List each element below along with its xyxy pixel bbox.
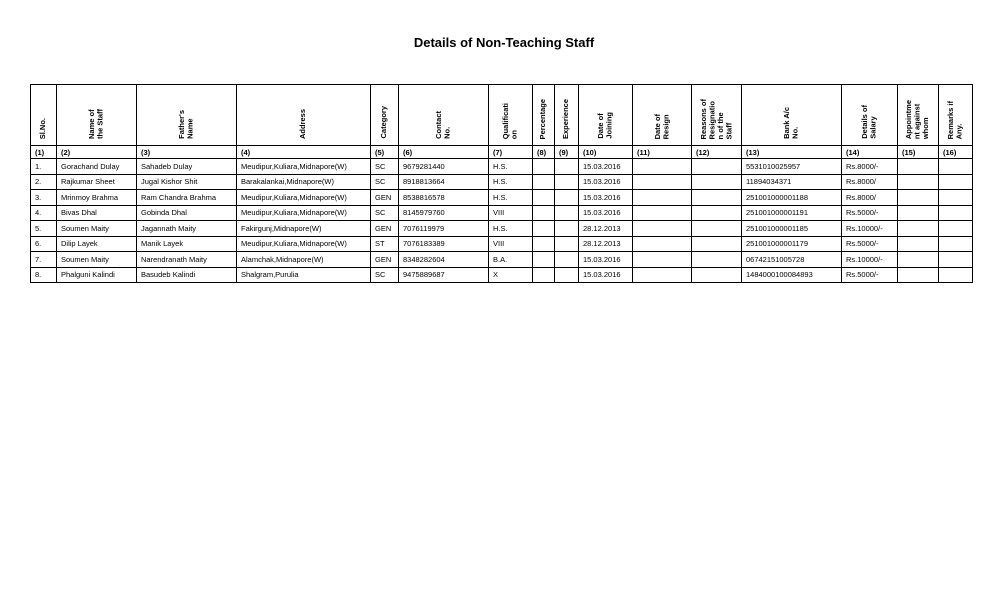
table-cell: Gobinda Dhal (137, 205, 237, 221)
column-header (742, 85, 842, 146)
column-number: (10) (579, 146, 633, 159)
table-cell (633, 236, 692, 252)
table-cell: Dilip Layek (57, 236, 137, 252)
table-cell (533, 174, 555, 190)
table-row (31, 190, 973, 206)
table-cell (939, 236, 973, 252)
table-cell (692, 174, 742, 190)
table-cell: Rajkumar Sheet (57, 174, 137, 190)
table-cell (939, 159, 973, 175)
column-header (692, 85, 742, 146)
table-cell: 8918813664 (399, 174, 489, 190)
column-header-label: Percentage (538, 98, 548, 139)
table-cell (555, 174, 579, 190)
table-cell: 15.03.2016 (579, 252, 633, 268)
table-cell: GEN (371, 190, 399, 206)
column-header-label: Bank A/c No. (782, 107, 800, 139)
table-cell: Rs.5000/- (842, 236, 898, 252)
column-number: (13) (742, 146, 842, 159)
table-cell: Meudipur,Kuliara,Midnapore(W) (237, 236, 371, 252)
table-cell: 251001000001188 (742, 190, 842, 206)
table-cell: Rs.8000/- (842, 159, 898, 175)
column-header (939, 85, 973, 146)
column-header-label: Experience (561, 98, 571, 139)
table-cell (533, 236, 555, 252)
table-cell (939, 174, 973, 190)
table-cell: Basudeb Kalindi (137, 267, 237, 283)
column-number: (7) (489, 146, 533, 159)
table-cell: 15.03.2016 (579, 205, 633, 221)
table-cell (692, 267, 742, 283)
table-cell (898, 236, 939, 252)
table-cell: Fakirgunj,Midnapore(W) (237, 221, 371, 237)
table-cell (533, 190, 555, 206)
column-header-label: Name of the Staff (87, 109, 105, 139)
table-cell (692, 205, 742, 221)
table-cell (692, 236, 742, 252)
table-cell: ST (371, 236, 399, 252)
header-row (31, 85, 973, 146)
table-cell: 251001000001191 (742, 205, 842, 221)
table-cell: SC (371, 174, 399, 190)
table-cell: 1484000100084893 (742, 267, 842, 283)
table-cell: Narendranath Maity (137, 252, 237, 268)
column-header (898, 85, 939, 146)
table-cell (898, 174, 939, 190)
column-header-label: Date of Joining (596, 112, 614, 139)
column-number: (4) (237, 146, 371, 159)
table-cell: 3. (31, 190, 57, 206)
table-cell: X (489, 267, 533, 283)
table-cell: 06742151005728 (742, 252, 842, 268)
table-cell: Jagannath Maity (137, 221, 237, 237)
column-header-label: Address (298, 108, 308, 139)
table-cell (898, 221, 939, 237)
column-header-label: Sl.No. (38, 117, 48, 139)
table-cell: Bivas Dhal (57, 205, 137, 221)
table-cell (533, 205, 555, 221)
table-cell: Rs.10000/- (842, 252, 898, 268)
table-cell (939, 267, 973, 283)
table-cell: Meudipur,Kuliara,Midnapore(W) (237, 205, 371, 221)
column-header (555, 85, 579, 146)
table-row (31, 205, 973, 221)
table-cell: 4. (31, 205, 57, 221)
table-cell: GEN (371, 221, 399, 237)
column-header (237, 85, 371, 146)
table-cell: Jugal Kishor Shit (137, 174, 237, 190)
table-cell (633, 205, 692, 221)
column-number: (14) (842, 146, 898, 159)
column-number: (16) (939, 146, 973, 159)
column-header (489, 85, 533, 146)
table-cell: 15.03.2016 (579, 174, 633, 190)
column-header-label: Remarks if Any. (946, 100, 964, 139)
table-cell: 5531010025957 (742, 159, 842, 175)
column-header-label: Contact No. (434, 111, 452, 139)
table-cell (555, 267, 579, 283)
column-header (137, 85, 237, 146)
table-cell (898, 267, 939, 283)
table-cell: Soumen Maity (57, 252, 137, 268)
table-cell: 9679281440 (399, 159, 489, 175)
table-cell (692, 190, 742, 206)
table-row (31, 267, 973, 283)
table-cell (898, 252, 939, 268)
table-cell (633, 267, 692, 283)
table-cell: GEN (371, 252, 399, 268)
table-cell: 15.03.2016 (579, 159, 633, 175)
table-cell (692, 159, 742, 175)
table-cell: SC (371, 267, 399, 283)
staff-table (30, 84, 973, 283)
table-cell: Soumen Maity (57, 221, 137, 237)
table-cell (533, 252, 555, 268)
table-cell (633, 221, 692, 237)
table-cell (533, 267, 555, 283)
column-header-label: Details of Salary (860, 105, 878, 139)
table-cell (898, 190, 939, 206)
table-cell (555, 159, 579, 175)
table-cell: 1. (31, 159, 57, 175)
table-cell (633, 159, 692, 175)
column-header (31, 85, 57, 146)
table-cell (692, 221, 742, 237)
table-cell: 7076183389 (399, 236, 489, 252)
table-cell: Rs.8000/ (842, 174, 898, 190)
column-header-label: Father's Name (177, 110, 195, 139)
column-header (842, 85, 898, 146)
table-cell (633, 174, 692, 190)
column-header-label: Date of Resign (652, 113, 670, 139)
table-cell (555, 221, 579, 237)
table-cell: 15.03.2016 (579, 267, 633, 283)
table-row (31, 159, 973, 175)
column-header-label: Category (379, 106, 389, 139)
column-number-row (31, 146, 973, 159)
column-number: (1) (31, 146, 57, 159)
table-cell (898, 159, 939, 175)
column-header-label: Reasons of Resignatio n of the Staff (698, 98, 733, 139)
column-number: (12) (692, 146, 742, 159)
column-header-label: Appointme nt against whom (904, 99, 931, 139)
table-cell: 7. (31, 252, 57, 268)
column-header (399, 85, 489, 146)
table-cell: 9475889687 (399, 267, 489, 283)
table-cell (939, 252, 973, 268)
table-cell: Rs.5000/- (842, 205, 898, 221)
table-cell: Gorachand Dulay (57, 159, 137, 175)
column-header (633, 85, 692, 146)
column-number: (15) (898, 146, 939, 159)
table-cell (555, 252, 579, 268)
table-cell: 28.12.2013 (579, 221, 633, 237)
table-row (31, 236, 973, 252)
table-cell: Mrinmoy Brahma (57, 190, 137, 206)
table-cell: Barakalankai,Midnapore(W) (237, 174, 371, 190)
column-number: (6) (399, 146, 489, 159)
table-cell (555, 205, 579, 221)
table-cell: Rs.10000/- (842, 221, 898, 237)
table-cell: 7076119979 (399, 221, 489, 237)
table-cell: Shalgram,Purulia (237, 267, 371, 283)
table-cell: 8. (31, 267, 57, 283)
table-cell: 6. (31, 236, 57, 252)
table-cell: Rs.8000/ (842, 190, 898, 206)
table-cell (898, 205, 939, 221)
table-cell: 5. (31, 221, 57, 237)
table-cell: B.A. (489, 252, 533, 268)
table-cell: 2. (31, 174, 57, 190)
table-cell: 8348282604 (399, 252, 489, 268)
table-cell (939, 221, 973, 237)
table-row (31, 252, 973, 268)
table-cell: 28.12.2013 (579, 236, 633, 252)
column-header-label: Qualificati on (501, 102, 519, 139)
table-cell: Rs.5000/- (842, 267, 898, 283)
table-cell: Meudipur,Kuliara,Midnapore(W) (237, 159, 371, 175)
table-cell: 15.03.2016 (579, 190, 633, 206)
table-cell (533, 221, 555, 237)
table-cell (692, 252, 742, 268)
table-cell: Manik Layek (137, 236, 237, 252)
table-cell (533, 159, 555, 175)
table-cell: 8538816578 (399, 190, 489, 206)
table-cell (633, 252, 692, 268)
table-cell: Ram Chandra Brahma (137, 190, 237, 206)
table-cell: VIII (489, 205, 533, 221)
column-number: (8) (533, 146, 555, 159)
table-row (31, 174, 973, 190)
table-cell: Alamchak,Midnapore(W) (237, 252, 371, 268)
table-cell: Meudipur,Kuliara,Midnapore(W) (237, 190, 371, 206)
document-title: Details of Non-Teaching Staff (413, 35, 595, 50)
column-header (533, 85, 555, 146)
table-cell (555, 190, 579, 206)
column-number: (5) (371, 146, 399, 159)
table-cell: H.S. (489, 190, 533, 206)
table-cell (555, 236, 579, 252)
column-header (371, 85, 399, 146)
table-row (31, 221, 973, 237)
column-number: (2) (57, 146, 137, 159)
table-cell: VIII (489, 236, 533, 252)
table-cell: SC (371, 205, 399, 221)
table-cell: 11894034371 (742, 174, 842, 190)
column-header (579, 85, 633, 146)
table-cell (939, 190, 973, 206)
table-cell: Sahadeb Dulay (137, 159, 237, 175)
table-cell (633, 190, 692, 206)
table-cell: 251001000001185 (742, 221, 842, 237)
column-number: (9) (555, 146, 579, 159)
table-cell: 251001000001179 (742, 236, 842, 252)
table-cell (939, 205, 973, 221)
table-cell: SC (371, 159, 399, 175)
table-cell: 8145979760 (399, 205, 489, 221)
table-cell: H.S. (489, 221, 533, 237)
table-cell: Phalguni Kalindi (57, 267, 137, 283)
table-cell: H.S. (489, 174, 533, 190)
column-number: (3) (137, 146, 237, 159)
column-number: (11) (633, 146, 692, 159)
column-header (57, 85, 137, 146)
table-cell: H.S. (489, 159, 533, 175)
